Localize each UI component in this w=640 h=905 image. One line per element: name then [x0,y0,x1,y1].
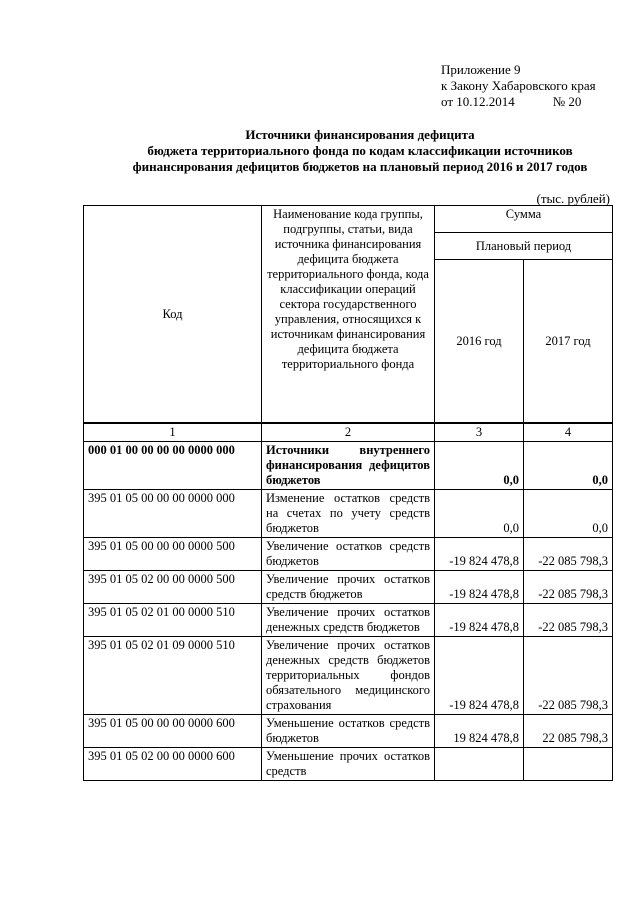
table-row [84,571,613,604]
row-value-2016: -19 824 478,8 [435,538,524,571]
col-num-2: 2 [262,423,435,442]
row-value-2017: 0,0 [524,442,613,490]
row-code: 395 01 05 02 00 00 0000 500 [84,571,262,604]
header-sum: Сумма [435,206,613,233]
header-name: Наименование кода группы, подгруппы, статьи, вида источника финансирования дефицита бюджета территориального фонда, кода классификации операций сектора государственного управления, относящихся к источникам финансирования дефицита бюджета территориального фонда [262,206,435,424]
row-value-2017: 0,0 [524,490,613,538]
table-row [84,637,613,715]
row-name: Уменьшение остатков средств бюджетов [262,715,435,748]
row-code: 395 01 05 00 00 00 0000 000 [84,490,262,538]
appendix-block [441,62,596,110]
table-row [84,715,613,748]
row-value-2017: -22 085 798,3 [524,604,613,637]
title-line1: Источники финансирования дефицита [245,127,475,142]
appendix-line3 [441,94,596,110]
row-code: 000 01 00 00 00 00 0000 000 [84,442,262,490]
table-row [84,442,613,490]
row-value-2016 [435,748,524,781]
appendix-line1: Приложение 9 [441,62,521,77]
row-name: Увеличение прочих остатков средств бюджетов [262,571,435,604]
row-value-2016: 0,0 [435,442,524,490]
row-code: 395 01 05 02 01 00 0000 510 [84,604,262,637]
header-code: Код [84,206,262,424]
appendix-number: № 20 [552,94,582,109]
row-value-2017 [524,748,613,781]
row-value-2017: 22 085 798,3 [524,715,613,748]
units-label: (тыс. рублей) [536,191,610,206]
row-value-2016: -19 824 478,8 [435,571,524,604]
row-name: Уменьшение прочих остатков средств [262,748,435,781]
row-value-2016: 19 824 478,8 [435,715,524,748]
document-title [60,127,640,175]
row-value-2016: 0,0 [435,490,524,538]
row-value-2017: -22 085 798,3 [524,637,613,715]
table-row [84,604,613,637]
sources-table [83,205,613,781]
header-2016: 2016 год [435,260,524,424]
header-row-1 [84,206,613,233]
title-line3: финансирования дефицитов бюджетов на плановый период 2016 и 2017 годов [132,159,588,174]
header-2017: 2017 год [524,260,613,424]
row-code: 395 01 05 02 01 09 0000 510 [84,637,262,715]
row-code: 395 01 05 02 00 00 0000 600 [84,748,262,781]
row-value-2017: -22 085 798,3 [524,571,613,604]
title-line2: бюджета территориального фонда по кодам классификации источников [147,143,573,158]
col-num-1: 1 [84,423,262,442]
row-name: Увеличение остатков средств бюджетов [262,538,435,571]
table-row [84,538,613,571]
appendix-date: от 10.12.2014 [441,94,515,109]
col-num-3: 3 [435,423,524,442]
row-code: 395 01 05 00 00 00 0000 500 [84,538,262,571]
row-value-2017: -22 085 798,3 [524,538,613,571]
table-row [84,748,613,781]
col-num-4: 4 [524,423,613,442]
row-code: 395 01 05 00 00 00 0000 600 [84,715,262,748]
table-row [84,490,613,538]
row-name: Изменение остатков средств на счетах по учету средств бюджетов [262,490,435,538]
row-value-2016: -19 824 478,8 [435,604,524,637]
row-name: Увеличение прочих остатков денежных средств бюджетов территориальных фондов обязательного медицинского страхования [262,637,435,715]
header-period: Плановый период [435,233,613,260]
row-value-2016: -19 824 478,8 [435,637,524,715]
row-name: Увеличение прочих остатков денежных средств бюджетов [262,604,435,637]
row-name: Источники внутреннего финансирования дефицитов бюджетов [262,442,435,490]
column-numbers-row [84,423,613,442]
appendix-line2: к Закону Хабаровского края [441,78,596,93]
